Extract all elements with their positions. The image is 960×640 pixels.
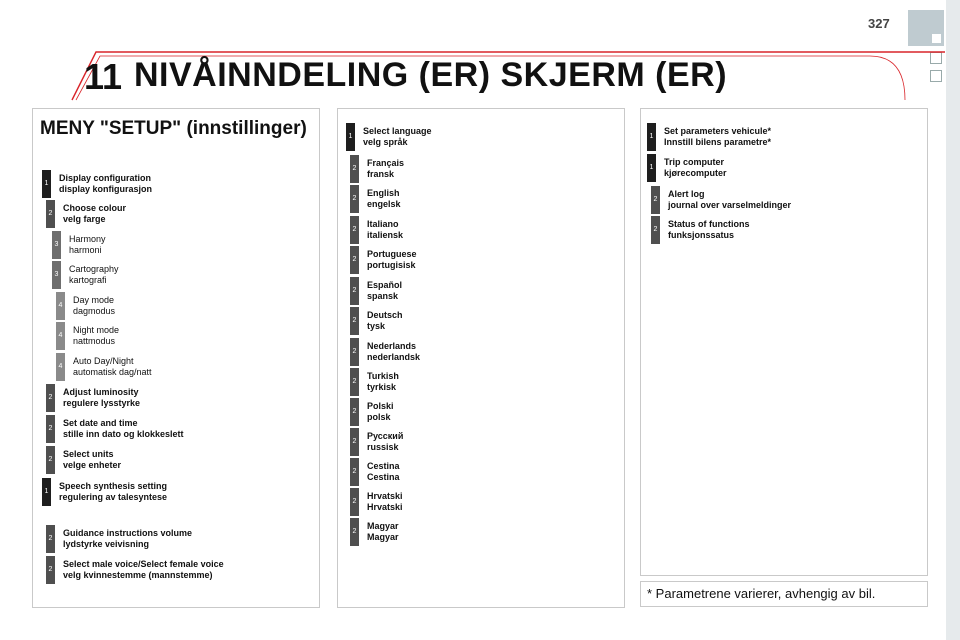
item-label-secondary: regulere lysstyrke bbox=[63, 398, 141, 408]
item-label bbox=[367, 461, 400, 483]
level-badge: 2 bbox=[350, 458, 359, 486]
item-label-secondary: fransk bbox=[367, 169, 395, 179]
item-label-primary: Select male voice/Select female voice bbox=[63, 559, 224, 569]
item-label-secondary: Hrvatski bbox=[367, 502, 403, 512]
item-label-secondary: tyrkisk bbox=[367, 382, 397, 392]
level-badge: 2 bbox=[350, 428, 359, 456]
item-label bbox=[63, 203, 126, 225]
item-label bbox=[664, 157, 727, 179]
item-label-primary: Set date and time bbox=[63, 418, 138, 428]
item-label-secondary: nattmodus bbox=[73, 336, 116, 346]
item-label-secondary: italiensk bbox=[367, 230, 404, 240]
level-badge: 1 bbox=[647, 123, 656, 151]
item-label-secondary: Cestina bbox=[367, 472, 400, 482]
level-badge: 1 bbox=[346, 123, 355, 151]
level-badge: 1 bbox=[647, 154, 656, 182]
item-label-secondary: spansk bbox=[367, 291, 399, 301]
item-label-primary: Cestina bbox=[367, 461, 400, 471]
level-badge: 2 bbox=[46, 556, 55, 584]
item-label-primary: Turkish bbox=[367, 371, 399, 381]
level-badge: 2 bbox=[350, 277, 359, 305]
item-label-secondary: engelsk bbox=[367, 199, 401, 209]
level-badge: 2 bbox=[46, 200, 55, 228]
item-label bbox=[59, 481, 167, 503]
item-label-secondary: velg kvinnestemme (mannstemme) bbox=[63, 570, 213, 580]
level-badge: 4 bbox=[56, 292, 65, 320]
item-label bbox=[367, 371, 399, 393]
level-badge: 2 bbox=[350, 307, 359, 335]
item-label-primary: Status of functions bbox=[668, 219, 750, 229]
item-label bbox=[668, 189, 791, 211]
item-label-secondary: automatisk dag/natt bbox=[73, 367, 152, 377]
item-label-primary: Day mode bbox=[73, 295, 115, 305]
level-badge: 2 bbox=[46, 384, 55, 412]
item-label-secondary: funksjonssatus bbox=[668, 230, 735, 240]
level-badge: 2 bbox=[651, 186, 660, 214]
item-label-primary: Guidance instructions volume bbox=[63, 528, 193, 538]
level-badge: 2 bbox=[350, 338, 359, 366]
item-label bbox=[63, 449, 121, 471]
item-label-secondary: velg farge bbox=[63, 214, 106, 224]
item-label-primary: Español bbox=[367, 280, 403, 290]
level-badge: 2 bbox=[350, 488, 359, 516]
item-label-secondary: kjørecomputer bbox=[664, 168, 727, 178]
level-badge: 2 bbox=[350, 185, 359, 213]
level-badge: 2 bbox=[46, 525, 55, 553]
level-badge: 1 bbox=[42, 478, 51, 506]
item-label bbox=[367, 249, 417, 271]
item-label bbox=[367, 219, 403, 241]
item-label-secondary: polsk bbox=[367, 412, 391, 422]
level-badge: 4 bbox=[56, 353, 65, 381]
item-label-secondary: portugisisk bbox=[367, 260, 416, 270]
item-label-secondary: Innstill bilens parametre* bbox=[664, 137, 772, 147]
item-label-primary: Français bbox=[367, 158, 405, 168]
level-badge: 2 bbox=[350, 216, 359, 244]
item-label-secondary: dagmodus bbox=[73, 306, 116, 316]
item-label-secondary: velge enheter bbox=[63, 460, 122, 470]
item-label-primary: Set parameters vehicule* bbox=[664, 126, 772, 136]
level-badge: 1 bbox=[42, 170, 51, 198]
item-label-primary: Night mode bbox=[73, 325, 120, 335]
item-label bbox=[367, 310, 403, 332]
page-number: 327 bbox=[868, 16, 890, 31]
level-badge: 2 bbox=[46, 415, 55, 443]
item-label bbox=[664, 126, 771, 148]
item-label bbox=[367, 431, 403, 453]
item-label-primary: Hrvatski bbox=[367, 491, 403, 501]
item-label bbox=[363, 126, 432, 148]
item-label-primary: Choose colour bbox=[63, 203, 127, 213]
item-label bbox=[63, 528, 192, 550]
chapter-number: 11 bbox=[84, 56, 123, 97]
item-label bbox=[367, 401, 394, 423]
item-label-primary: Alert log bbox=[668, 189, 705, 199]
item-label-secondary: lydstyrke veivisning bbox=[63, 539, 150, 549]
item-label-primary: Portuguese bbox=[367, 249, 417, 259]
item-label-secondary: regulering av talesyntese bbox=[59, 492, 168, 502]
item-label bbox=[367, 280, 402, 302]
item-label bbox=[63, 387, 140, 409]
item-label-primary: Speech synthesis setting bbox=[59, 481, 168, 491]
item-label bbox=[73, 356, 152, 378]
item-label-secondary: velg språk bbox=[363, 137, 408, 147]
item-label-primary: Nederlands bbox=[367, 341, 417, 351]
item-label-secondary: russisk bbox=[367, 442, 399, 452]
item-label-primary: Adjust luminosity bbox=[63, 387, 139, 397]
item-label bbox=[63, 559, 224, 581]
level-badge: 2 bbox=[46, 446, 55, 474]
level-badge: 2 bbox=[350, 518, 359, 546]
item-label bbox=[367, 158, 404, 180]
item-label-primary: Русский bbox=[367, 431, 404, 441]
item-label bbox=[73, 325, 119, 347]
item-label-secondary: display konfigurasjon bbox=[59, 184, 153, 194]
footnote-text: * Parametrene varierer, avhengig av bil. bbox=[647, 586, 876, 601]
level-badge: 3 bbox=[52, 261, 61, 289]
footnote-box bbox=[640, 581, 928, 607]
item-label-primary: Deutsch bbox=[367, 310, 403, 320]
item-label-primary: Select units bbox=[63, 449, 114, 459]
item-label bbox=[367, 341, 420, 363]
item-label-secondary: tysk bbox=[367, 321, 386, 331]
item-label bbox=[69, 234, 106, 256]
item-label-primary: Polski bbox=[367, 401, 394, 411]
level-badge: 2 bbox=[651, 216, 660, 244]
item-label-secondary: harmoni bbox=[69, 245, 102, 255]
item-label-primary: Trip computer bbox=[664, 157, 725, 167]
item-label bbox=[73, 295, 115, 317]
item-label-secondary: nederlandsk bbox=[367, 352, 421, 362]
item-label-primary: Display configuration bbox=[59, 173, 152, 183]
chapter-title: NIVÅINNDELING (ER) SKJERM (ER) bbox=[134, 56, 728, 94]
item-label-primary: Magyar bbox=[367, 521, 399, 531]
level-badge: 2 bbox=[350, 368, 359, 396]
item-label-primary: Italiano bbox=[367, 219, 399, 229]
level-badge: 2 bbox=[350, 155, 359, 183]
menu-title: MENY "SETUP" (innstillinger) bbox=[40, 118, 307, 139]
item-label-primary: Harmony bbox=[69, 234, 106, 244]
item-label bbox=[69, 264, 119, 286]
item-label bbox=[59, 173, 152, 195]
item-label-secondary: journal over varselmeldinger bbox=[668, 200, 792, 210]
item-label-primary: Auto Day/Night bbox=[73, 356, 134, 366]
level-badge: 4 bbox=[56, 322, 65, 350]
level-badge: 3 bbox=[52, 231, 61, 259]
item-label-primary: Select language bbox=[363, 126, 432, 136]
item-label-primary: English bbox=[367, 188, 400, 198]
level-badge: 2 bbox=[350, 398, 359, 426]
item-label bbox=[63, 418, 184, 440]
item-label bbox=[367, 491, 403, 513]
item-label-secondary: stille inn dato og klokkeslett bbox=[63, 429, 184, 439]
level-badge: 2 bbox=[350, 246, 359, 274]
item-label-secondary: kartografi bbox=[69, 275, 107, 285]
item-label-primary: Cartography bbox=[69, 264, 119, 274]
item-label bbox=[367, 188, 401, 210]
item-label bbox=[367, 521, 399, 543]
item-label bbox=[668, 219, 750, 241]
item-label-secondary: Magyar bbox=[367, 532, 399, 542]
